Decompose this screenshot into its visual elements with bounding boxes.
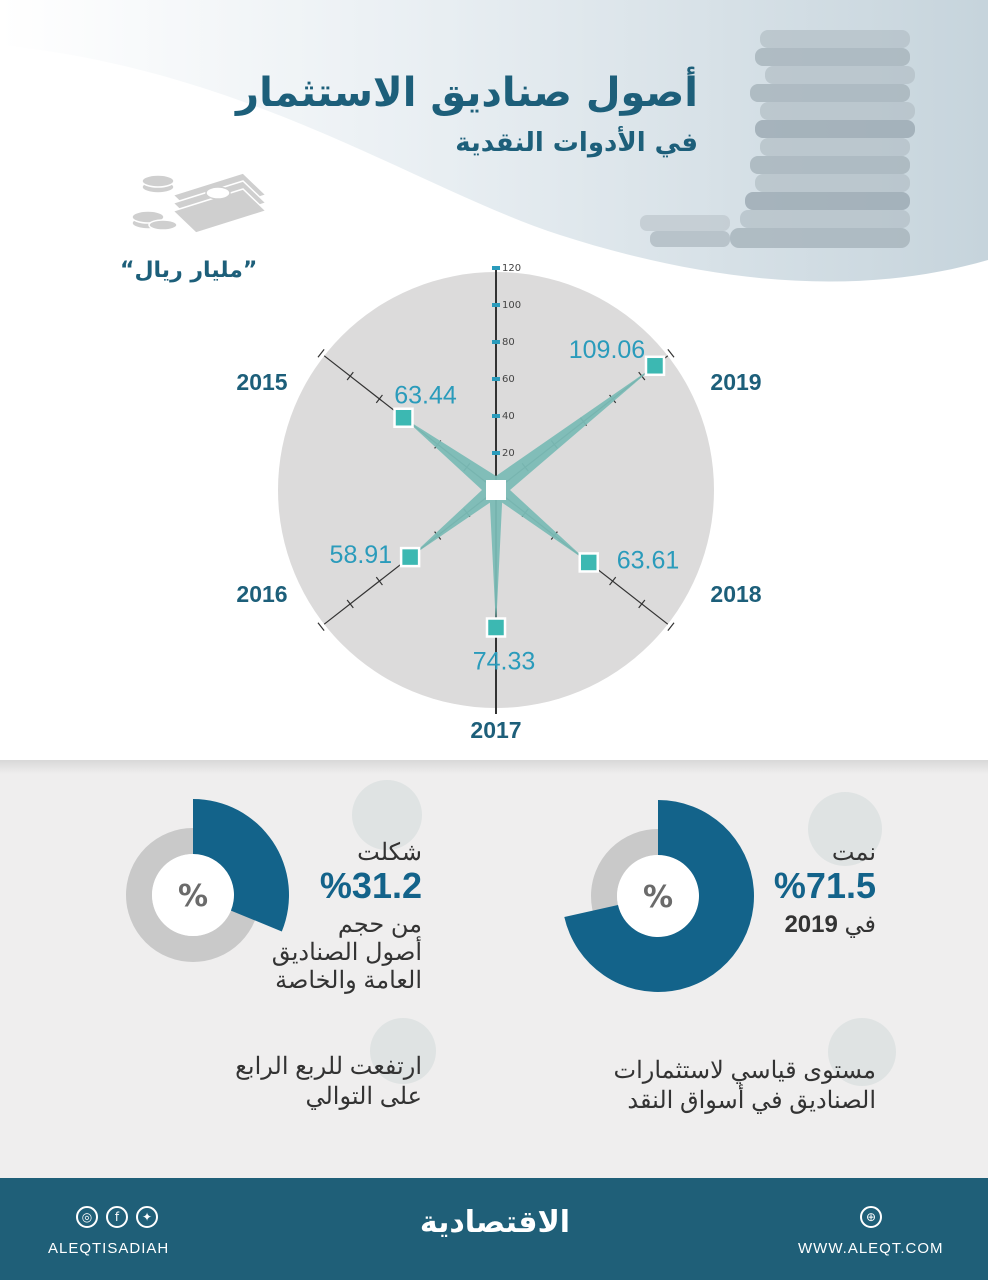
panel-shadow	[0, 760, 988, 774]
value-label: 63.44	[394, 381, 457, 410]
stat-left-line4: أصول الصناديق	[271, 939, 422, 966]
category-label: 2019	[710, 369, 762, 395]
center-marker	[486, 480, 506, 500]
stat-left-line5: العامة والخاصة	[275, 967, 422, 994]
page-subtitle: في الأدوات النقدية	[455, 128, 698, 158]
brand-logo: الاقتصادية	[419, 1205, 571, 1240]
stat-right-line1: نمت	[831, 839, 876, 866]
stat-left-line1: شكلت	[357, 839, 422, 866]
axis-tick	[668, 349, 674, 357]
social-handle[interactable]: ALEQTISADIAH	[48, 1240, 170, 1257]
percent-symbol: %	[642, 880, 674, 915]
scale-tick	[492, 266, 500, 270]
twitter-icon[interactable]: ✦	[136, 1206, 158, 1228]
note-right-line1: مستوى قياسي لاستثمارات	[613, 1057, 876, 1084]
stat-left-line3: من حجم	[337, 911, 422, 938]
unit-label: ”مليار ريال“	[120, 258, 258, 283]
category-label: 2016	[236, 581, 288, 607]
data-point	[580, 553, 598, 571]
value-label: 74.33	[472, 647, 536, 676]
scale-tick-label: 120	[502, 263, 522, 274]
stats-panel	[0, 760, 988, 1178]
stat-right-prefix: في	[844, 911, 876, 938]
stat-right-line3	[784, 910, 876, 939]
note-right-line2: الصناديق في أسواق النقد	[627, 1087, 876, 1114]
category-label: 2017	[470, 717, 522, 743]
axis-tick	[318, 349, 324, 357]
note-left-line1: ارتفعت للربع الرابع	[235, 1053, 422, 1080]
page-title: أصول صناديق الاستثمار	[236, 70, 698, 116]
scale-tick-label: 20	[502, 448, 515, 459]
value-label: 63.61	[616, 546, 680, 575]
stat-left-value: %31.2	[319, 865, 422, 906]
value-label: 58.91	[329, 541, 393, 570]
stat-right-year: 2019	[784, 911, 838, 938]
scale-tick	[492, 340, 500, 344]
scale-tick	[492, 377, 500, 381]
donut-chart-right	[555, 796, 765, 1006]
radar-chart	[0, 263, 988, 770]
axis-tick	[668, 623, 674, 631]
social-icons	[76, 1206, 158, 1228]
note-left-line2: على التوالي	[305, 1083, 422, 1110]
scale-tick	[492, 303, 500, 307]
data-point	[487, 619, 505, 637]
facebook-icon[interactable]: f	[106, 1206, 128, 1228]
website-link[interactable]: WWW.ALEQT.COM	[798, 1240, 944, 1257]
data-point	[646, 357, 664, 375]
scale-tick-label: 60	[502, 374, 515, 385]
scale-tick-label: 100	[502, 300, 522, 311]
scale-tick-label: 40	[502, 411, 515, 422]
scale-tick	[492, 451, 500, 455]
scale-tick-label: 80	[502, 337, 515, 348]
category-label: 2018	[710, 581, 762, 607]
data-point	[395, 409, 413, 427]
category-label: 2015	[236, 369, 288, 395]
axis-tick	[318, 623, 324, 631]
scale-tick	[492, 414, 500, 418]
money-icon	[118, 165, 268, 240]
value-label: 109.06	[568, 335, 646, 364]
web-icon[interactable]: ⊕	[860, 1206, 882, 1228]
data-point	[401, 548, 419, 566]
stat-right-value: %71.5	[773, 865, 876, 906]
percent-symbol: %	[177, 879, 209, 914]
instagram-icon[interactable]: ◎	[76, 1206, 98, 1228]
